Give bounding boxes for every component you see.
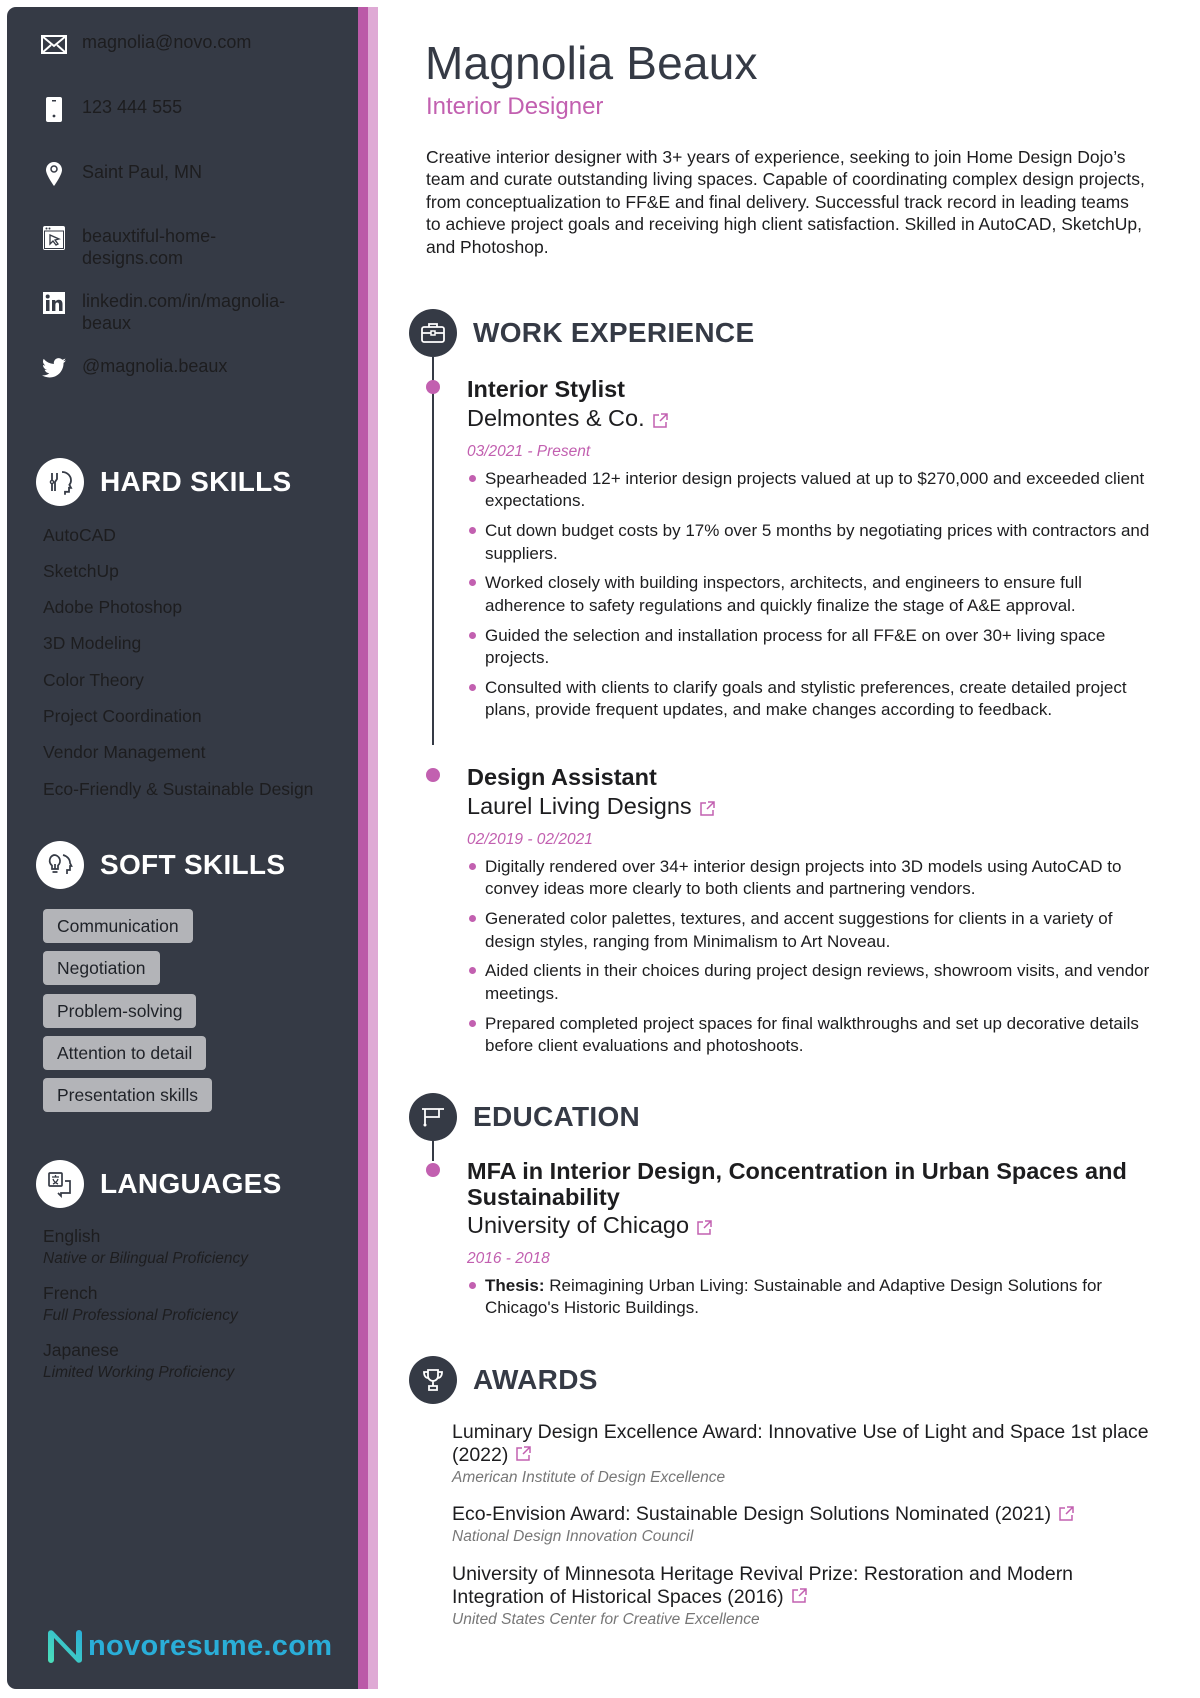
hard-skill: Adobe Photoshop	[43, 597, 183, 617]
job-bullet: Worked closely with building inspectors, architects, and engineers to ensure full adherence to safety regulations and quickly finalize the stage of A&E approval.	[467, 572, 1152, 617]
hard-skill: Color Theory	[43, 670, 144, 690]
soft-skills-title: SOFT SKILLS	[100, 849, 286, 880]
job-title: Design Assistant	[467, 764, 657, 790]
soft-skill-tag: Attention to detail	[43, 1036, 206, 1070]
soft-skill-tag: Presentation skills	[43, 1078, 212, 1112]
company-name: Laurel Living Designs	[467, 793, 692, 819]
lightbulb-head-icon	[36, 841, 84, 889]
award-issuer: American Institute of Design Excellence	[452, 1468, 726, 1486]
thesis-text: Reimagining Urban Living: Sustainable and Adaptive Design Solutions for Chicago's Historic Buildings.	[485, 1275, 1103, 1318]
timeline-dot	[426, 768, 440, 782]
award-issuer: United States Center for Creative Excellence	[452, 1610, 760, 1628]
skills-head-icon	[36, 458, 84, 506]
browser-cursor-icon	[39, 225, 69, 251]
job-entry	[467, 763, 1167, 1065]
soft-skill-tag: Negotiation	[43, 951, 160, 985]
timeline-line	[432, 357, 434, 745]
contact-website[interactable]	[39, 225, 312, 269]
language-item	[43, 1339, 234, 1384]
location-pin-icon	[39, 161, 69, 187]
job-bullet: Consulted with clients to clarify goals and stylistic preferences, create detailed project plans, provide frequent updates, and make changes according to feedback.	[467, 677, 1152, 722]
language-name: Japanese	[43, 1340, 119, 1360]
translate-icon	[36, 1160, 84, 1208]
work-experience-header	[409, 309, 754, 357]
award-issuer: National Design Innovation Council	[452, 1528, 694, 1546]
school-name: University of Chicago	[467, 1212, 690, 1238]
external-link-icon[interactable]	[697, 1212, 712, 1242]
external-link-icon[interactable]	[653, 405, 668, 435]
summary: Creative interior designer with 3+ years of experience, seeking to join Home Design Dojo’s team and curate outstanding living spaces. Capable of coordinating complex design projects, from conceptualization to FF&E and final delivery. Successful track record in leading teams to achieve project goals and receiving high client satisfaction. Skilled in AutoCAD, SketchUp, and Photoshop.	[426, 147, 1145, 257]
hard-skill: SketchUp	[43, 561, 119, 581]
soft-skills-header	[36, 841, 285, 889]
accent-stripe	[358, 7, 368, 1689]
logo-text: novoresume.com	[88, 1630, 333, 1662]
hard-skills-title: HARD SKILLS	[100, 466, 292, 497]
award-title: Eco-Envision Award: Sustainable Design Solutions Nominated (2021)	[452, 1503, 1052, 1525]
candidate-name: Magnolia Beaux	[425, 37, 758, 89]
language-level: Native or Bilingual Proficiency	[43, 1250, 249, 1267]
language-item	[43, 1225, 248, 1270]
contact-linkedin[interactable]	[39, 290, 312, 334]
thesis-label: Thesis:	[485, 1275, 545, 1295]
award-item	[452, 1503, 1152, 1547]
timeline-dot	[426, 380, 440, 394]
phone-text: 123 444 555	[82, 97, 183, 117]
graduation-cap-icon	[409, 1093, 457, 1141]
languages-title: LANGUAGES	[100, 1168, 282, 1199]
external-link-icon[interactable]	[1059, 1504, 1074, 1527]
external-link-icon[interactable]	[516, 1444, 531, 1467]
hard-skills-header	[36, 458, 292, 506]
language-level: Limited Working Proficiency	[43, 1364, 235, 1381]
hard-skill: 3D Modeling	[43, 633, 142, 653]
job-bullet: Spearheaded 12+ interior design projects valued at up to $270,000 and exceeded client expectations.	[467, 468, 1152, 513]
external-link-icon[interactable]	[792, 1586, 807, 1609]
novoresume-logo[interactable]	[48, 1630, 332, 1663]
contact-phone[interactable]	[39, 96, 312, 122]
language-name: English	[43, 1226, 101, 1246]
job-bullet: Aided clients in their choices during project design reviews, showroom visits, and vendor meetings.	[467, 960, 1152, 1005]
envelope-icon	[39, 31, 69, 57]
job-bullet: Generated color palettes, textures, and accent suggestions for clients in a variety of design styles, ranging from Minimalism to Art Noveau.	[467, 908, 1152, 953]
contact-location	[39, 161, 312, 187]
twitter-text: @magnolia.beaux	[82, 356, 228, 376]
job-dates: 03/2021 - Present	[467, 442, 591, 460]
award-title: Luminary Design Excellence Award: Innovative Use of Light and Space 1st place (2022)	[452, 1421, 1149, 1466]
company-name: Delmontes & Co.	[467, 405, 645, 431]
education-title: EDUCATION	[473, 1101, 641, 1132]
hard-skill: Vendor Management	[43, 742, 206, 762]
contact-twitter[interactable]	[39, 355, 312, 381]
hard-skill: AutoCAD	[43, 525, 116, 545]
soft-skill-tag: Problem-solving	[43, 994, 196, 1028]
work-experience-title: WORK EXPERIENCE	[473, 317, 755, 348]
education-entry	[467, 1158, 1167, 1327]
job-title: Interior Stylist	[467, 376, 626, 402]
awards-title: AWARDS	[473, 1364, 598, 1395]
thesis	[467, 1275, 1152, 1320]
novoresume-n-icon	[48, 1630, 82, 1663]
language-level: Full Professional Proficiency	[43, 1307, 238, 1324]
location-text: Saint Paul, MN	[82, 162, 203, 182]
timeline-line	[432, 1141, 434, 1161]
award-item	[452, 1421, 1152, 1488]
hard-skill: Eco-Friendly & Sustainable Design	[43, 779, 314, 799]
timeline-dot	[426, 1163, 440, 1177]
award-title: University of Minnesota Heritage Revival Prize: Restoration and Modern Integration of Historical Spaces (2016)	[452, 1563, 1074, 1608]
award-item	[452, 1563, 1152, 1630]
job-entry	[467, 375, 1167, 729]
job-bullet: Prepared completed project spaces for final walkthroughs and set up decorative details before client evaluations and photoshoots.	[467, 1013, 1152, 1058]
external-link-icon[interactable]	[700, 793, 715, 823]
job-dates: 02/2019 - 02/2021	[467, 830, 593, 848]
linkedin-text: linkedin.com/in/magnolia-beaux	[82, 291, 286, 333]
language-name: French	[43, 1283, 98, 1303]
hard-skill: Project Coordination	[43, 706, 202, 726]
soft-skill-tag: Communication	[43, 909, 193, 943]
language-item	[43, 1282, 238, 1327]
trophy-icon	[409, 1356, 457, 1404]
contact-email[interactable]	[39, 31, 312, 57]
linkedin-icon	[39, 290, 69, 316]
candidate-title: Interior Designer	[426, 93, 604, 120]
website-text: beauxtiful-home-designs.com	[82, 226, 217, 268]
accent-stripe-light	[368, 7, 378, 1689]
degree: MFA in Interior Design, Concentration in Urban Spaces and Sustainability	[467, 1158, 1127, 1210]
education-header	[409, 1093, 640, 1141]
job-bullet: Digitally rendered over 34+ interior design projects into 3D models using AutoCAD to convey ideas more clearly to both clients and partnering vendors.	[467, 856, 1152, 901]
twitter-icon	[39, 355, 69, 381]
job-bullet: Cut down budget costs by 17% over 5 months by negotiating prices with contractors and suppliers.	[467, 520, 1152, 565]
education-dates: 2016 - 2018	[467, 1249, 550, 1267]
briefcase-icon	[409, 309, 457, 357]
phone-icon	[39, 96, 69, 122]
awards-header	[409, 1356, 598, 1404]
job-bullet: Guided the selection and installation process for all FF&E on over 30+ living space projects.	[467, 625, 1152, 670]
email-text: magnolia@novo.com	[82, 32, 252, 52]
languages-header	[36, 1160, 282, 1208]
